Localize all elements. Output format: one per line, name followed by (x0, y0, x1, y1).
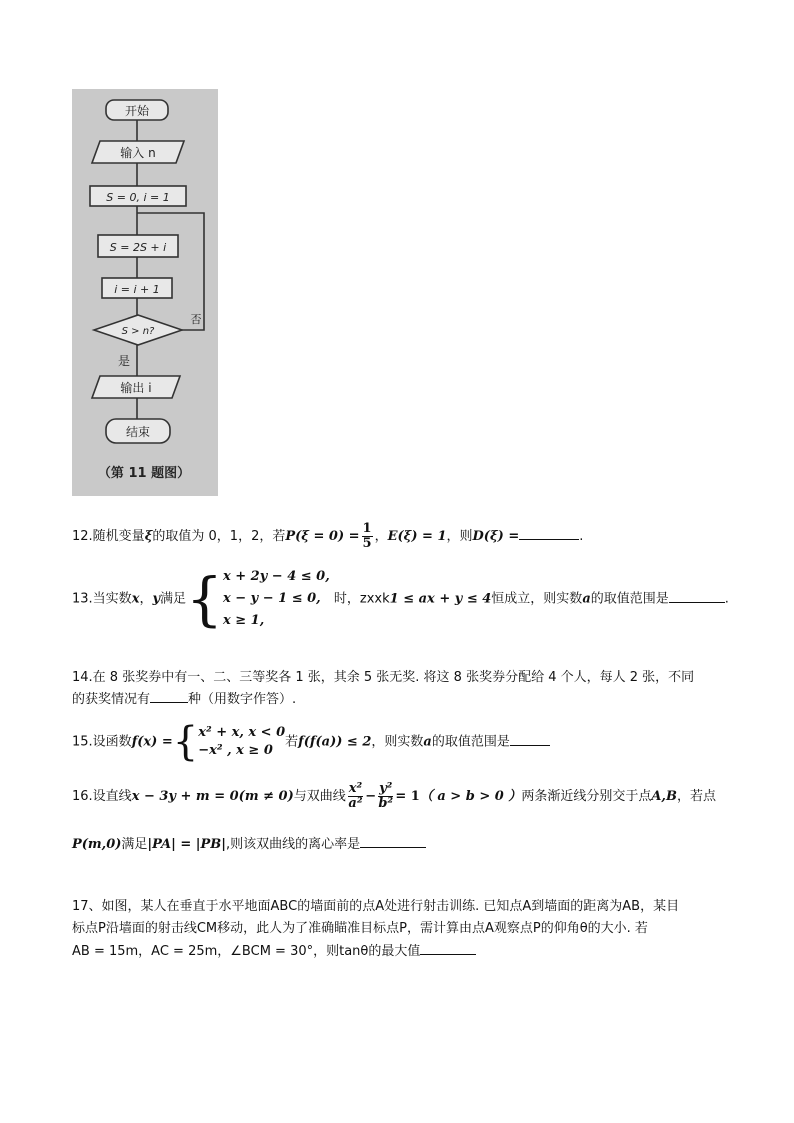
update-i-text: i = i + 1 (114, 283, 160, 296)
answer-blank[interactable] (510, 731, 550, 746)
flowchart-svg (72, 89, 218, 496)
end-text: 结束 (125, 425, 151, 439)
question-17: 17、如图，某人在垂直于水平地面ABC的墙面前的点A处进行射击训练. 已知点A到墙面的距离为AB，某目 标点P沿墙面的射击线CM移动，此人为了准确瞄准目标点P，需计算由点A观察点P的仰角θ的大小. 若 AB = 15m，AC = 25m，∠BCM = 30°，则tanθ的最大值 (72, 899, 680, 959)
constraint-cases: x + 2y − 4 ≤ 0, x − y − 1 ≤ 0, x ≥ 1, (222, 569, 330, 628)
answer-blank[interactable] (519, 525, 579, 540)
start-text: 开始 (124, 104, 150, 118)
question-15: 15.设函数f(x) ={ x² + x, x < 0 −x² , x ≥ 0 若f(f(a)) ≤ 2，则实数a的取值范围是 (72, 720, 550, 764)
condition-text: S > n? (121, 326, 155, 337)
left-brace: { (186, 565, 223, 633)
no-label: 否 (190, 313, 202, 326)
fraction-y: $\frac{\text{y²}}{\text{b²}}$ (378, 781, 394, 811)
init-text: S = 0, i = 1 (106, 191, 170, 204)
fraction-x: $\frac{\text{x²}}{\text{a²}}$ (348, 781, 363, 811)
fraction: $\frac{1}{5}$ (362, 521, 372, 551)
answer-blank[interactable] (150, 688, 188, 703)
function-cases: x² + x, x < 0 −x² , x ≥ 0 (198, 725, 286, 758)
question-12: 12.随机变量ξ的取值为 0，1，2，若P(ξ = 0) = $\frac{1}{5}$ ，E(ξ) = 1，则D(ξ) = . (72, 521, 584, 551)
question-14: 14.在 8 张奖券中有一、二、三等奖各 1 张，其余 5 张无奖. 将这 8 张奖券分配给 4 个人，每人 2 张，不同 的获奖情况有 种（用数字作答）. (72, 670, 695, 707)
flowchart-figure (72, 89, 218, 496)
update-s-text: S = 2S + i (109, 241, 167, 254)
answer-blank[interactable] (669, 588, 725, 603)
output-text: 输出 i (120, 381, 152, 395)
question-16: 16.设直线x − 3y + m = 0(m ≠ 0)与双曲线 $\frac{\text{x²}}{\text{a²}}$ − $\frac{\text{y²}}{\text{b²}}$ = 1（ a > b > 0 ）两条渐近线分别交于点A,B，若点 P(m,0)满足|PA| = |PB|,则该双曲线的离心率是 (72, 781, 716, 852)
input-text: 输入 n (120, 146, 156, 160)
flow-arrows (137, 120, 204, 419)
answer-blank[interactable] (420, 940, 476, 955)
answer-blank[interactable] (360, 833, 426, 848)
figure-caption: （第 11 题图） (97, 466, 191, 481)
left-brace: { (172, 719, 199, 765)
p-expr: P(ξ = 0) = (285, 529, 360, 544)
yes-label: 是 (117, 354, 131, 368)
question-13: 13.当实数x，y满足{ x + 2y − 4 ≤ 0, x − y − 1 ≤ 0, x ≥ 1, 时，zxxk1 ≤ ax + y ≤ 4恒成立，则实数a的取值范围是 . (72, 565, 729, 633)
